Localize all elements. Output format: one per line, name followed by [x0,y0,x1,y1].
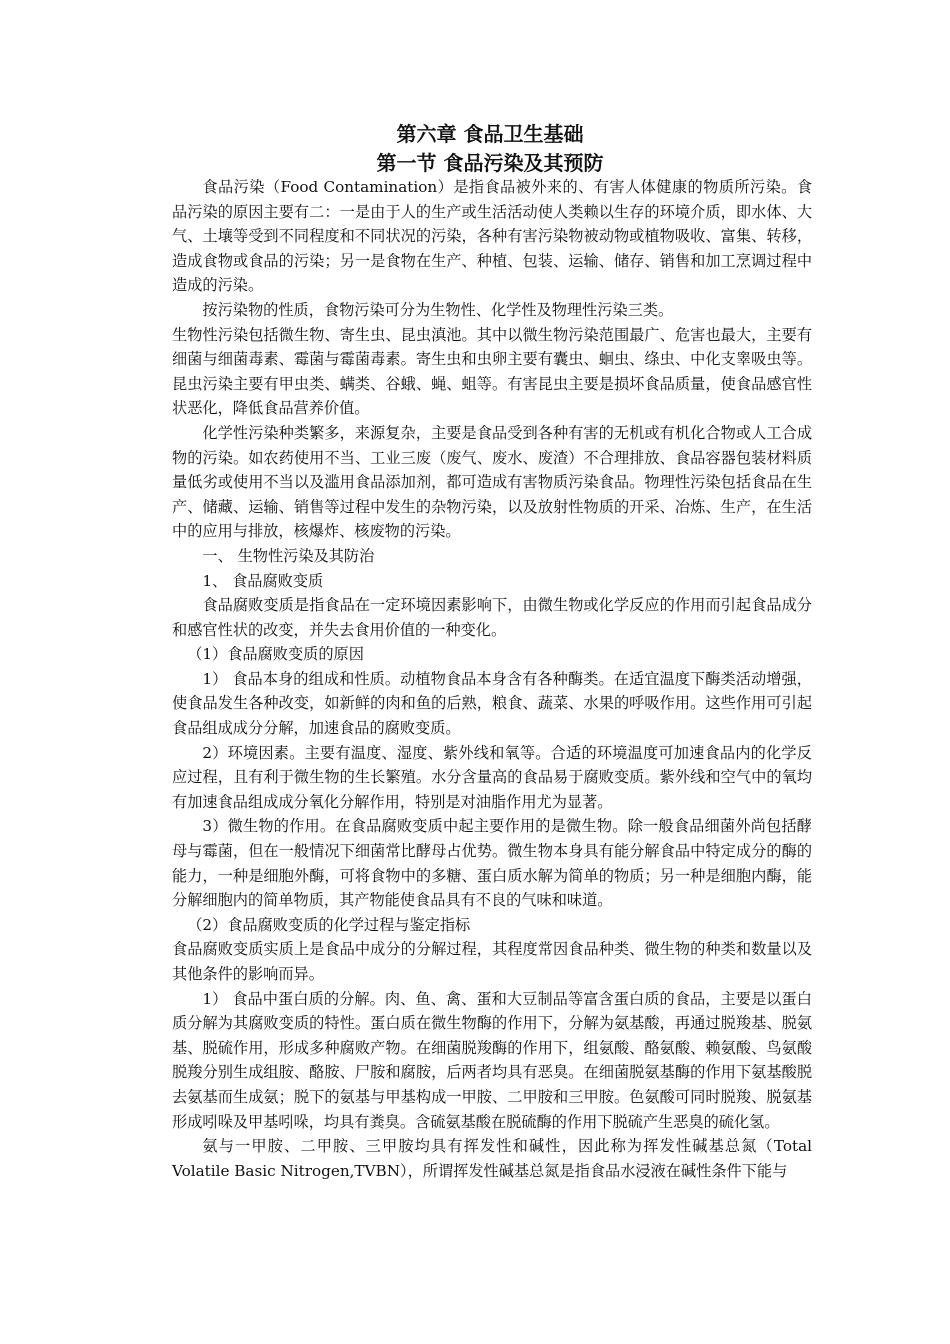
paragraph-microorganisms: 3）微生物的作用。在食品腐败变质中起主要作用的是微生物。除一般食品细菌外尚包括酵母与霉菌，但在一般情况下细菌常比酵母占优势。微生物本身具有能分解食品中特定成分的酶的能力，一种是细胞外酶，可将食物中的多糖、蛋白质水解为简单的物质；另一种是细胞内酶，能分解细胞内的简单物质，其产物能使食品具有不良的气味和味道。 [172,817,812,910]
paragraph-food-composition: 1） 食品本身的组成和性质。动植物食品本身含有各种酶类。在适宜温度下酶类活动增强，使食品发生各种改变，如新鲜的肉和鱼的后熟，粮食、蔬菜、水果的呼吸作用。这些作用可引起食品组成成分分解，加速食品的腐败变质。 [172,669,812,738]
paragraph-contamination-types: 按污染物的性质，食物污染可分为生物性、化学性及物理性污染三类。 [202,300,674,319]
heading-spoilage-causes: （1）食品腐败变质的原因 [187,645,364,664]
heading-chemical-process: （2）食品腐败变质的化学过程与鉴定指标 [187,915,471,934]
heading-biological-contamination: 一、 生物性污染及其防治 [202,546,375,565]
heading-food-spoilage: 1、 食品腐败变质 [202,571,324,590]
body-text [172,175,812,1183]
paragraph-decomposition: 食品腐败变质实质上是食品中成分的分解过程，其程度常因食品种类、微生物的种类和数量以及其他条件的影响而异。 [172,940,812,983]
paragraph-spoilage-definition: 食品腐败变质是指食品在一定环境因素影响下，由微生物或化学反应的作用而引起食品成分和感官性状的改变，并失去食用价值的一种变化。 [172,596,812,639]
chapter-title: 第六章 食品卫生基础 [396,122,584,146]
title-block [170,120,810,178]
paragraph-protein-decomposition: 1） 食品中蛋白质的分解。肉、鱼、禽、蛋和大豆制品等富含蛋白质的食品，主要是以蛋白质分解为其腐败变质的特性。蛋白质在微生物酶的作用下，分解为氨基酸，再通过脱羧基、脱氨基、脱硫作用，形成多种腐败产物。在细菌脱羧酶的作用下，组氨酸、酪氨酸、赖氨酸、鸟氨酸脱羧分别生成组胺、酪胺、尸胺和腐胺，后两者均具有恶臭。在细菌脱氨基酶的作用下氨基酸脱去氨基而生成氨；脱下的氨基与甲基构成一甲胺、二甲胺和三甲胺。色氨酸可同时脱羧、脱氨基形成吲哚及甲基吲哚，均具有粪臭。含硫氨基酸在脱硫酶的作用下脱硫产生恶臭的硫化氢。 [172,989,812,1131]
section-title: 第一节 食品污染及其预防 [376,151,604,175]
paragraph-chemical-physical-contamination: 化学性污染种类繁多，来源复杂，主要是食品受到各种有害的无机或有机化合物或人工合成物的污染。如农药使用不当、工业三废（废气、废水、废渣）不合理排放、食品容器包装材料质量低劣或使用不当以及滥用食品添加剂，都可造成有害物质污染食品。物理性污染包括食品在生产、储藏、运输、销售等过程中发生的杂物污染，以及放射性物质的开采、冶炼、生产，在生活中的应用与排放，核爆炸、核废物的污染。 [172,423,812,541]
paragraph-biological-contamination: 生物性污染包括微生物、寄生虫、昆虫滇池。其中以微生物污染范围最广、危害也最大，主要有细菌与细菌毒素、霉菌与霉菌毒素。寄生虫和虫卵主要有囊虫、蛔虫、绦虫、中化支睾吸虫等。昆虫污染主要有甲虫类、螨类、谷蛾、蝇、蛆等。有害昆虫主要是损坏食品质量，使食品感官性状恶化，降低食品营养价值。 [172,325,812,418]
paragraph-tvbn: 氨与一甲胺、二甲胺、三甲胺均具有挥发性和碱性，因此称为挥发性碱基总氮（Total Volatile Basic Nitrogen,TVBN），所谓挥发性碱基总氮是指食品水浸液在碱性条件下能与 [172,1137,812,1180]
paragraph-environmental-factors: 2）环境因素。主要有温度、湿度、紫外线和氧等。合适的环境温度可加速食品内的化学反应过程，且有利于微生物的生长繁殖。水分含量高的食品易于腐败变质。紫外线和空气中的氧均有加速食品组成成分氧化分解作用，特别是对油脂作用尤为显著。 [172,743,812,811]
paragraph-food-contamination-definition: 食品污染（Food Contamination）是指食品被外来的、有害人体健康的物质所污染。食品污染的原因主要有二：一是由于人的生产或生活活动使人类赖以生存的环境介质，即水体、大气、土壤等受到不同程度和不同状况的污染，各种有害污染物被动物或植物吸收、富集、转移，造成食物或食品的污染；另一是食物在生产、种植、包装、运输、储存、销售和加工烹调过程中造成的污染。 [172,178,812,295]
